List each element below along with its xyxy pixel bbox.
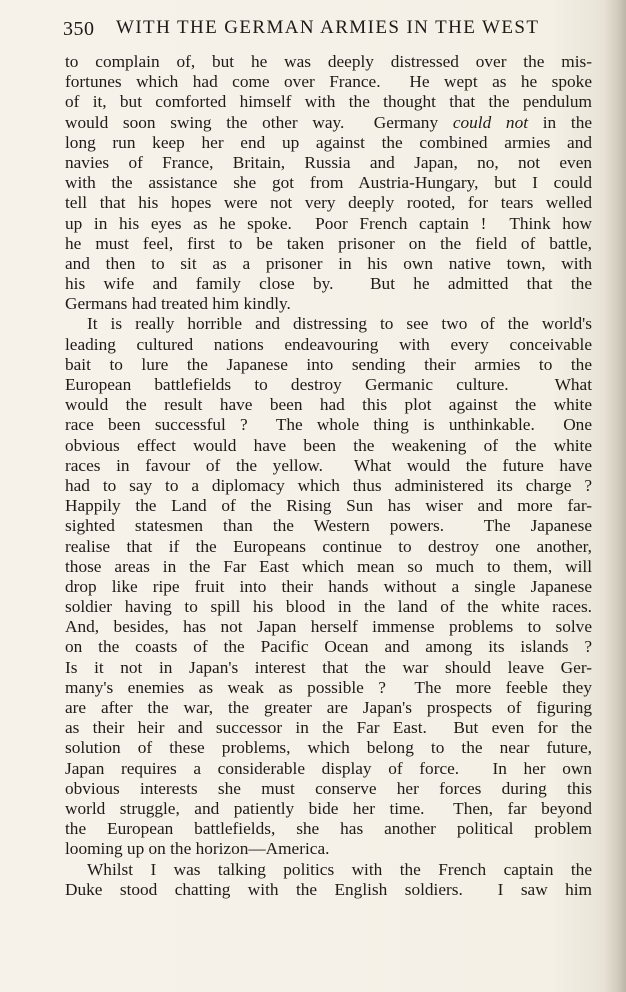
text-line: the European battlefields, she has another political problem <box>65 819 592 839</box>
page-number: 350 <box>63 18 95 40</box>
text-line: had to say to a diplomacy which thus administered its charge ? <box>65 475 592 495</box>
text-line: Happily the Land of the Rising Sun has wiser and more far- <box>65 496 592 516</box>
text-line: Germans had treated him kindly. <box>65 294 291 314</box>
text-line: are after the war, the greater are Japan's prospects of figuring <box>65 698 592 717</box>
text-line: solution of these problems, which belong to the near future, <box>65 738 592 758</box>
text-line: Duke stood chatting with the English soldiers. I saw him <box>65 879 592 899</box>
text-line: And, besides, has not Japan herself immense problems to solve <box>65 617 592 637</box>
text-line: to complain of, but he was deeply distressed over the mis- <box>65 52 592 71</box>
text-line: those areas in the Far East which mean so much to them, will <box>65 556 592 576</box>
text-line: up in his eyes as he spoke. Poor French captain ! Think how <box>65 213 592 233</box>
text-line: race been successful ? The whole thing is unthinkable. One <box>65 415 592 435</box>
text-line: with the assistance she got from Austria-Hungary, but I could <box>65 173 592 193</box>
text-line-segment: would soon swing the other way. Germany <box>65 112 453 132</box>
text-line: of it, but comforted himself with the thought that the pendulum <box>65 92 592 112</box>
text-line: Is it not in Japan's interest that the war should leave Ger- <box>65 657 592 677</box>
text-line: navies of France, Britain, Russia and Japan, no, not even <box>65 152 592 172</box>
body-text <box>65 52 592 900</box>
text-line: would the result have been had this plot against the white <box>65 395 592 415</box>
text-line: Japan requires a considerable display of force. In her own <box>65 758 592 778</box>
text-line: fortunes which had come over France. He wept as he spoke <box>65 72 592 92</box>
text-line: bait to lure the Japanese into sending their armies to the <box>65 354 592 374</box>
text-line: on the coasts of the Pacific Ocean and among its islands ? <box>65 637 592 657</box>
text-line: looming up on the horizon—America. <box>65 839 330 859</box>
italic-emphasis: could not <box>452 112 529 132</box>
text-line: races in favour of the yellow. What would the future have <box>65 455 592 475</box>
text-line: and then to sit as a prisoner in his own native town, with <box>65 253 592 273</box>
text-line: as their heir and successor in the Far East. But even for the <box>65 718 592 738</box>
text-line: long run keep her end up against the combined armies and <box>65 132 592 152</box>
running-head: WITH THE GERMAN ARMIES IN THE WEST <box>116 17 540 38</box>
text-line: he must feel, first to be taken prisoner on the field of battle, <box>65 233 592 253</box>
text-line: European battlefields to destroy Germanic culture. What <box>65 375 592 394</box>
text-line: drop like ripe fruit into their hands without a single Japanese <box>65 576 592 596</box>
spine-shadow <box>604 0 626 992</box>
text-line <box>65 113 592 133</box>
text-line: sighted statesmen than the Western powers. The Japanese <box>65 516 592 536</box>
text-line-segment: in the <box>528 112 593 132</box>
text-line: realise that if the Europeans continue to destroy one another, <box>65 536 592 556</box>
text-line: world struggle, and patiently bide her time. Then, far beyond <box>65 798 592 818</box>
text-line: his wife and family close by. But he admitted that the <box>65 274 592 294</box>
text-line: obvious effect would have been the weakening of the white <box>65 435 592 455</box>
text-line: leading cultured nations endeavouring with every conceivable <box>65 334 592 354</box>
text-line: many's enemies as weak as possible ? The more feeble they <box>65 677 592 697</box>
page-header <box>63 16 601 42</box>
text-line: soldier having to spill his blood in the land of the white races. <box>65 597 592 617</box>
text-line: It is really horrible and distressing to see two of the world's <box>87 314 592 334</box>
text-line: obvious interests she must conserve her forces during this <box>65 778 592 798</box>
text-line: tell that his hopes were not very deeply rooted, for tears welled <box>65 193 592 213</box>
text-line: Whilst I was talking politics with the French captain the <box>87 859 592 879</box>
